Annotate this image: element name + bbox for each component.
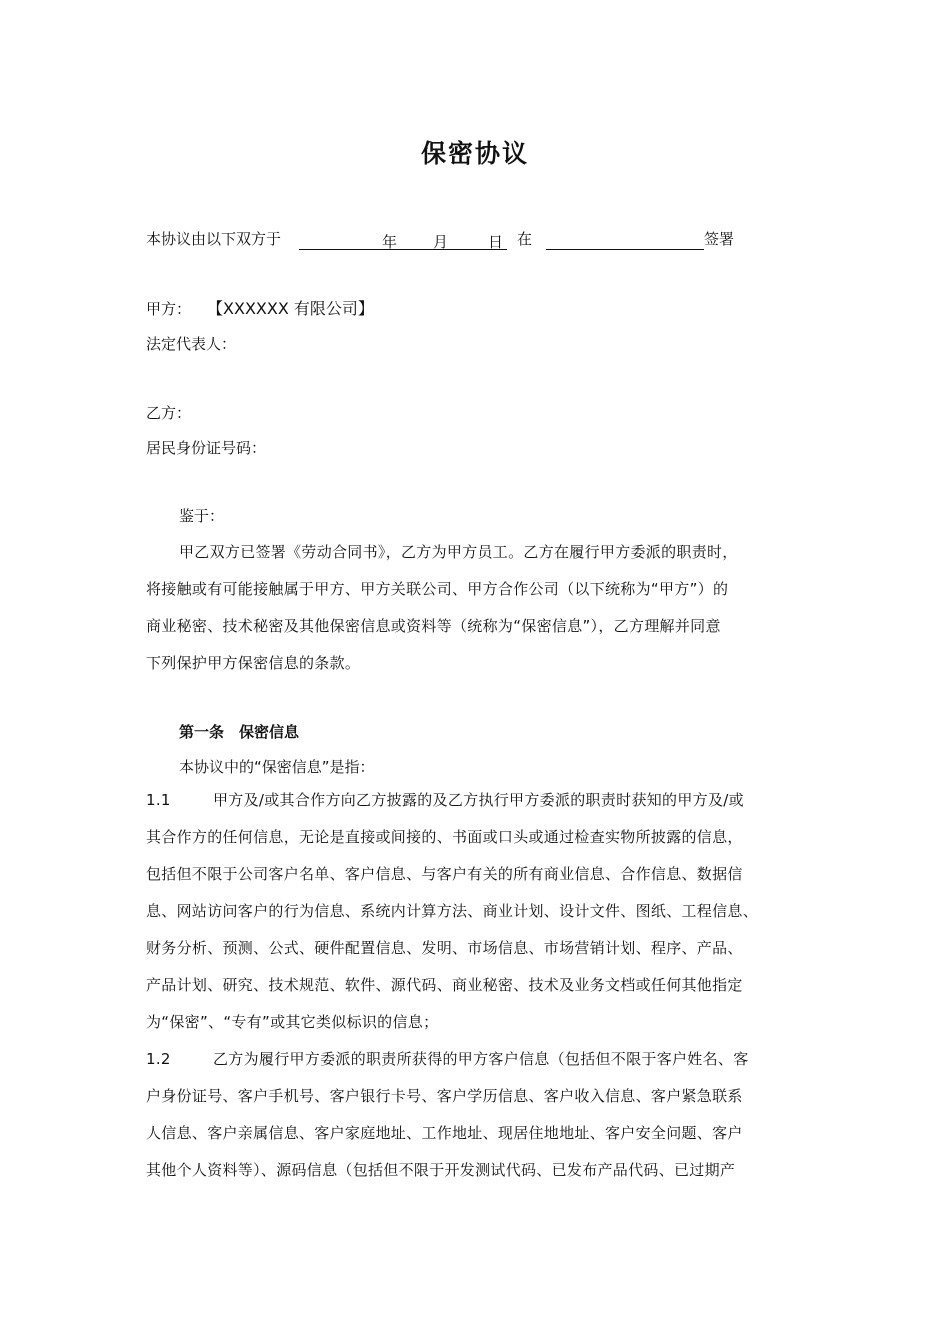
- signing-suffix: 签署: [704, 230, 735, 248]
- whereas-paragraph: [146, 534, 808, 682]
- clause-line: 息、网站访问客户的行为信息、系统内计算方法、商业计划、设计文件、图纸、工程信息、: [146, 902, 759, 920]
- signing-prefix: 本协议由以下双方于: [146, 230, 282, 248]
- whereas-line: 下列保护甲方保密信息的条款。: [146, 654, 361, 672]
- clause-number: 1.2: [146, 1050, 171, 1068]
- party-a-label: 甲方：: [146, 300, 192, 318]
- party-a-name: 【XXXXXX 有限公司】: [207, 299, 374, 318]
- signing-date-blank: [299, 231, 507, 250]
- whereas-line: 商业秘密、技术秘密及其他保密信息或资料等（统称为“保密信息”），乙方理解并同意: [146, 617, 721, 635]
- clause-line: 其他个人资料等）、源码信息（包括但不限于开发测试代码、已发布产品代码、已过期产: [146, 1161, 736, 1179]
- clause-1-2: [146, 1041, 808, 1189]
- article-1-intro: 本协议中的“保密信息”是指：: [179, 758, 375, 776]
- whereas-line: 甲乙双方已签署《劳动合同书》，乙方为甲方员工。乙方在履行甲方委派的职责时，: [179, 543, 738, 561]
- day-label: 日: [488, 233, 504, 251]
- id-number-line: 居民身份证号码：: [146, 439, 267, 457]
- document-title: 保密协议: [420, 139, 529, 168]
- year-label: 年: [381, 233, 397, 251]
- clause-line: 乙方为履行甲方委派的职责所获得的甲方客户信息（包括但不限于客户姓名、客: [213, 1050, 749, 1068]
- clause-line: 包括但不限于公司客户名单、客户信息、与客户有关的所有商业信息、合作信息、数据信: [146, 865, 743, 883]
- clause-line: 产品计划、研究、技术规范、软件、源代码、商业秘密、技术及业务文档或任何其他指定: [146, 976, 743, 994]
- clause-line: 人信息、客户亲属信息、客户家庭地址、工作地址、现居住地地址、客户安全问题、客户: [146, 1124, 743, 1142]
- clause-line: 财务分析、预测、公式、硬件配置信息、发明、市场信息、市场营销计划、程序、产品、: [146, 939, 743, 957]
- month-label: 月: [432, 233, 448, 251]
- whereas-heading: 鉴于：: [179, 507, 225, 525]
- signing-place-blank: [546, 231, 704, 250]
- signing-statement: [146, 228, 734, 250]
- clause-number: 1.1: [146, 791, 171, 809]
- clause-line: 户身份证号、客户手机号、客户银行卡号、客户学历信息、客户收入信息、客户紧急联系: [146, 1087, 743, 1105]
- clause-line: 为“保密”、“专有”或其它类似标识的信息；: [146, 1013, 439, 1031]
- clause-line: 其合作方的任何信息，无论是直接或间接的、书面或口头或通过检查实物所披露的信息，: [146, 828, 743, 846]
- party-b-line: 乙方：: [146, 404, 192, 422]
- signing-place-label: 在: [517, 230, 533, 248]
- legal-representative-line: 法定代表人：: [146, 335, 237, 353]
- article-1-heading: 第一条 保密信息: [179, 723, 300, 741]
- clause-line: 甲方及/或其合作方向乙方披露的及乙方执行甲方委派的职责时获知的甲方及/或: [213, 791, 744, 809]
- whereas-line: 将接触或有可能接触属于甲方、甲方关联公司、甲方合作公司（以下统称为“甲方”）的: [146, 580, 729, 598]
- clause-1-1: [146, 782, 808, 1041]
- party-a-line: [146, 298, 374, 320]
